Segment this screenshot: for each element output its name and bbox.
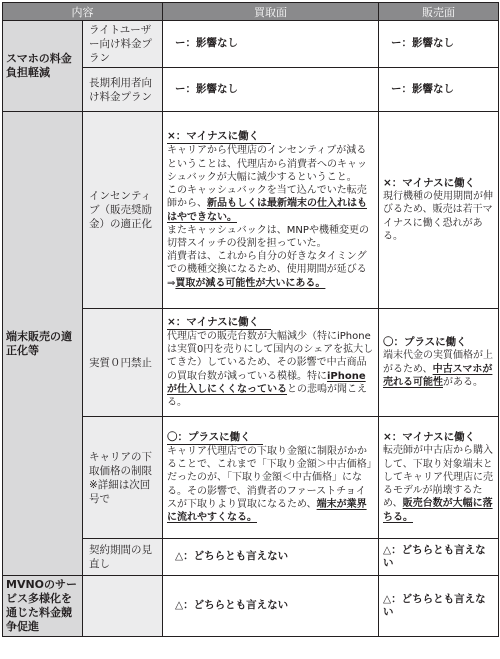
buy-emphasis: 買取が減る可能性が大いにある。 xyxy=(175,277,326,289)
sell-text: 転売師が中古店から購入して、下取り対象端末としてキャリア代理店に売るモデルが崩壊するため、 xyxy=(383,445,493,510)
sell-impact: ー：影響なし xyxy=(391,37,454,50)
sell-cell xyxy=(379,309,499,417)
buy-paragraph xyxy=(167,330,374,409)
sell-emphasis: 販売台数が大幅に落ちる。 xyxy=(383,498,493,523)
buy-paragraph xyxy=(167,184,374,224)
category-cell: スマホの料金負担軽減 xyxy=(3,21,83,112)
comparison-table-frame xyxy=(2,2,498,655)
header-sell: 販売面 xyxy=(379,3,499,21)
item-cell: ライトユーザー向け料金プラン xyxy=(83,21,163,68)
sell-text: 端末代金の実質価格が上がるため、 xyxy=(383,350,493,375)
buy-paragraph: またキャッシュバックは、MNPや機種変更の切替スイッチの役割を担っていた。 xyxy=(167,224,369,249)
item-cell: キャリアの下取価格の制限※詳細は次回号で xyxy=(83,417,163,539)
sell-cell xyxy=(379,539,499,576)
item-cell: インセンティブ（販売奨励金）の適正化 xyxy=(83,112,163,309)
table-row xyxy=(3,576,499,637)
table-row xyxy=(3,21,499,68)
buy-impact: ×：マイナスに働く xyxy=(167,316,271,330)
buy-text: との悲鳴が聞こえる。 xyxy=(167,383,367,408)
category-cell: 端末販売の適正化等 xyxy=(3,112,83,576)
header-content: 内容 xyxy=(3,3,163,21)
sell-cell xyxy=(379,417,499,539)
buy-cell xyxy=(163,68,379,112)
sell-text: 現行機種の使用期間が伸びるため、販売は若干マイナスに働く恐れがある。 xyxy=(383,191,493,242)
impact-table xyxy=(2,2,499,637)
sell-impact: △：どちらとも言えない xyxy=(383,592,486,618)
buy-impact: ー：影響なし xyxy=(175,37,238,50)
sell-impact: ー：影響なし xyxy=(391,82,454,95)
buy-text: 消費者は、これから自分の好きなタイミングでの機種交換になるため、使用期間が延びる⇒ xyxy=(167,251,367,289)
buy-cell xyxy=(163,417,379,539)
sell-cell xyxy=(379,68,499,112)
item-cell: 長期利用者向け料金プラン xyxy=(83,68,163,112)
header-buy: 買取面 xyxy=(163,3,379,21)
buy-cell xyxy=(163,21,379,68)
sell-text: がある。 xyxy=(443,376,483,388)
sell-cell xyxy=(379,21,499,68)
buy-emphasis: 新品もしくは最新端末の仕入れはもはやできない。 xyxy=(167,198,367,223)
buy-cell xyxy=(163,576,379,637)
item-cell: 契約期間の見直し xyxy=(83,539,163,576)
category-cell: MVNOのサービス多様化を通じた料金競争促進 xyxy=(3,576,83,637)
sell-paragraph xyxy=(383,444,494,523)
sell-emphasis: 中古スマホが売れる可能性 xyxy=(383,363,493,388)
buy-paragraph: キャリアから代理店のインセンティブが減るということは、代理店から消費者へのキャッシュバックが大幅に減少するということ。 xyxy=(167,145,367,183)
buy-cell xyxy=(163,309,379,417)
sell-cell xyxy=(379,576,499,637)
sell-cell xyxy=(379,112,499,309)
buy-impact: 〇：プラスに働く xyxy=(167,431,263,445)
sell-impact: △：どちらとも言えない xyxy=(383,543,486,569)
buy-paragraph xyxy=(167,250,374,290)
item-cell: 実質０円禁止 xyxy=(83,309,163,417)
table-row xyxy=(3,112,499,309)
buy-text: キャリア代理店での下取り金額に制限がかかることで、これまで「下取り金額＞中古価格」だったのが、「下取り金額＜中古価格」になる。その影響で、消費者のファーストチョイスが下取りより買取になるため、 xyxy=(167,445,372,510)
buy-cell xyxy=(163,112,379,309)
buy-paragraph xyxy=(167,445,374,524)
buy-impact: ー：影響なし xyxy=(175,82,238,95)
buy-text: 代理店での販売台数が大幅減少（特にiPhoneは実質0円を売りにして国内のシェアを拡大してきた）しているため、その影響で中古商品の買取台数が減っている模様。特に xyxy=(167,330,374,382)
item-cell-empty xyxy=(83,576,163,637)
buy-impact: △：どちらとも言えない xyxy=(175,599,289,612)
buy-text: このキャッシュバックを当て込んでいた転売師から、 xyxy=(167,185,367,210)
sell-paragraph xyxy=(383,349,494,389)
buy-emphasis: iPhoneが仕入しにくくなっている xyxy=(167,370,366,395)
buy-emphasis: 端末が業界に流れやすくなる。 xyxy=(167,498,367,523)
buy-cell xyxy=(163,539,379,576)
sell-impact: ×：マイナスに働く xyxy=(383,431,476,444)
header-row xyxy=(3,3,499,21)
buy-impact: △：どちらとも言えない xyxy=(175,550,289,563)
buy-impact: ×：マイナスに働く xyxy=(167,130,271,144)
sell-impact: ×：マイナスに働く xyxy=(383,176,476,189)
sell-impact: 〇：プラスに働く xyxy=(383,336,467,349)
